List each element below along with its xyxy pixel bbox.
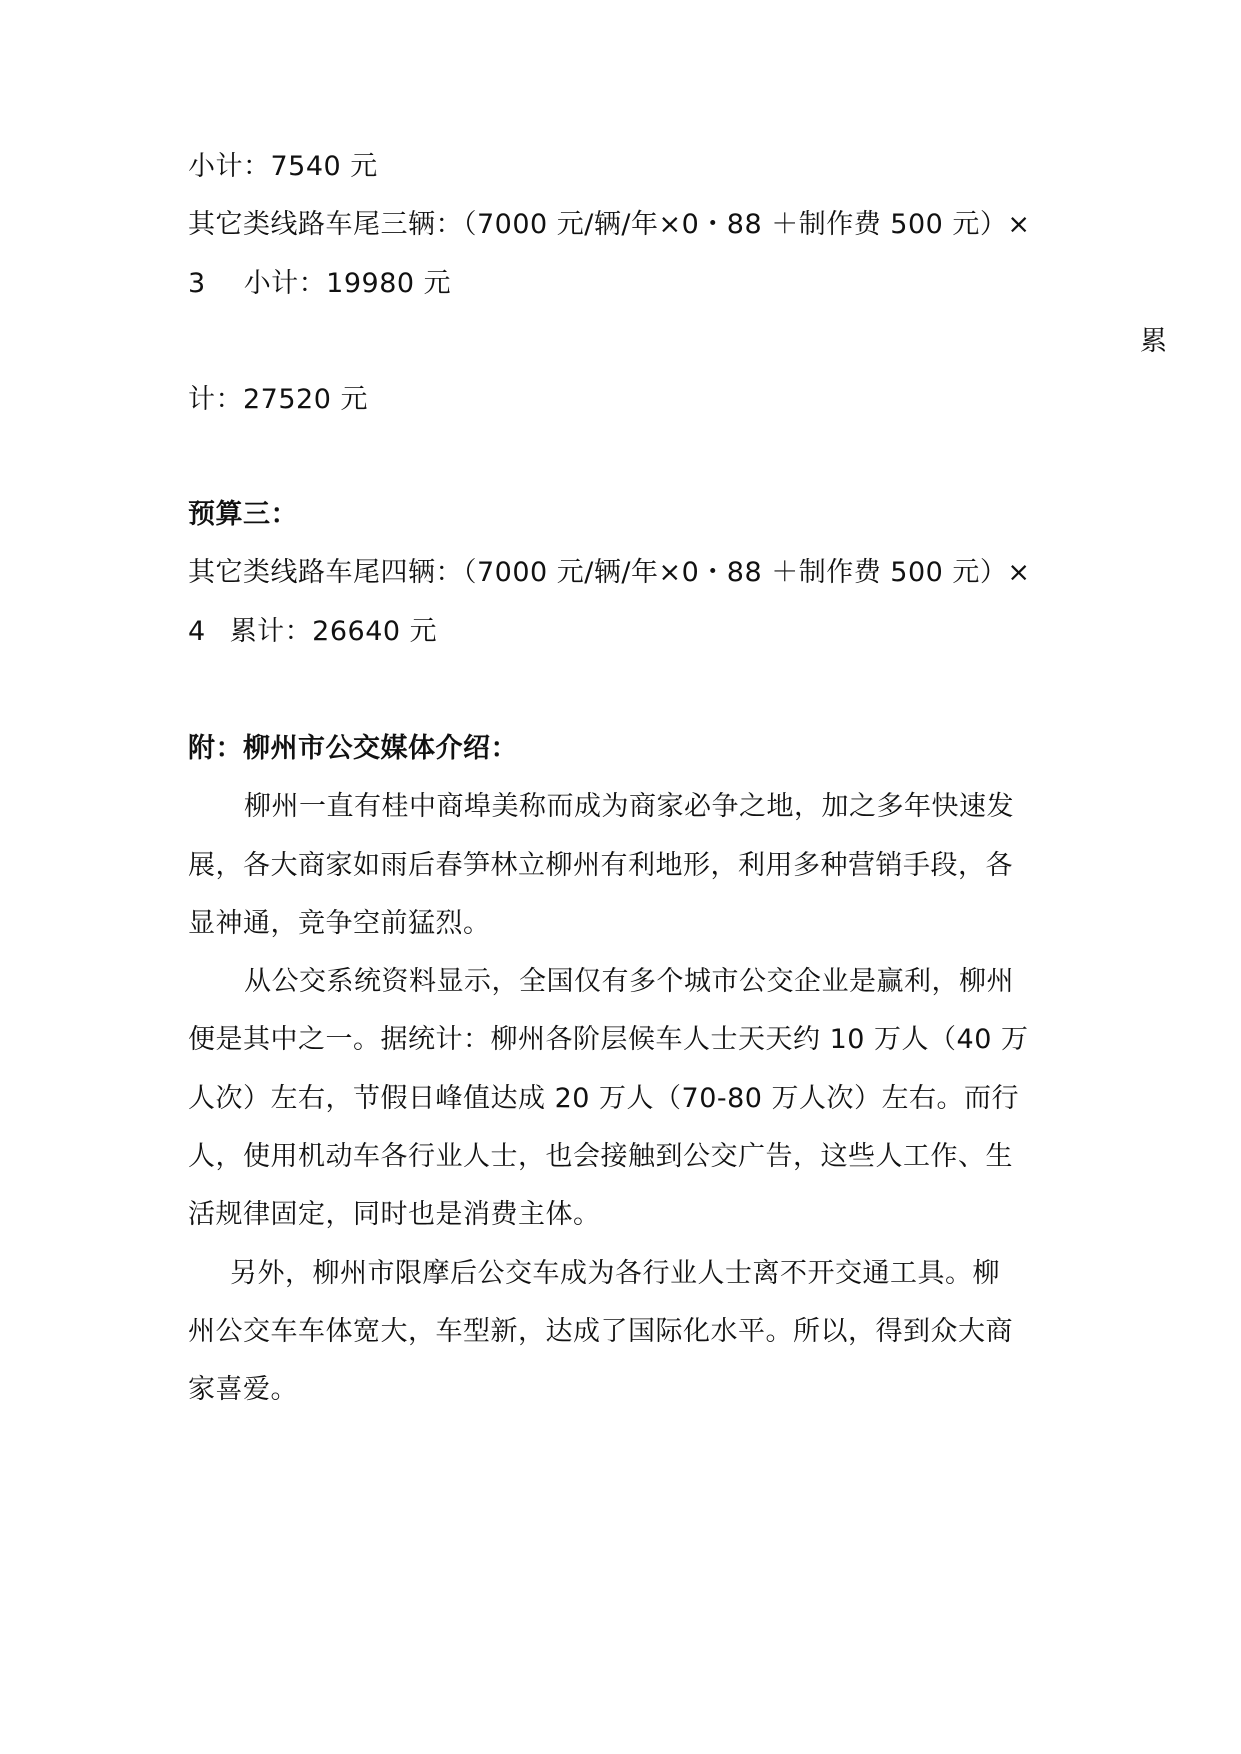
total-line-budget3: 累计：26640 元 (229, 616, 438, 647)
appendix-heading: 附：柳州市公交媒体介绍： (188, 733, 518, 764)
paragraph-2-line-3: 人次）左右，节假日峰值达成 20 万人（70-80 万人次）左右。而行 (188, 1083, 1020, 1114)
other-lines-four: 其它类线路车尾四辆：（7000 元/辆/年×0・88 ＋制作费 500 元）× (188, 557, 1031, 588)
paragraph-3-line-3: 家喜爱。 (188, 1374, 298, 1405)
paragraph-1-line-2: 展，各大商家如雨后春笋林立柳州有利地形，利用多种营销手段，各 (188, 850, 1013, 881)
paragraph-1-line-1: 柳州一直有桂中商埠美称而成为商家必争之地，加之多年快速发 (244, 791, 1014, 822)
paragraph-3-line-1: 另外，柳州市限摩后公交车成为各行业人士离不开交通工具。柳 (230, 1258, 1000, 1289)
multiplier-four: 4 (188, 616, 206, 647)
multiplier-subtotal-line (188, 266, 451, 302)
budget3-heading: 预算三： (188, 499, 298, 530)
subtotal-line-2: 小计：19980 元 (243, 268, 452, 299)
multiplier-total-line (188, 614, 437, 650)
multiplier-three: 3 (188, 268, 206, 299)
total-line-budget2: 计：27520 元 (188, 384, 368, 415)
subtotal-line-1: 小计：7540 元 (188, 151, 378, 182)
paragraph-2-line-4: 人，使用机动车各行业人士，也会接触到公交广告，这些人工作、生 (188, 1141, 1013, 1172)
total-char-wrapped: 累 (1140, 326, 1167, 357)
paragraph-2-line-5: 活规律固定，同时也是消费主体。 (188, 1199, 601, 1230)
paragraph-2-line-2: 便是其中之一。据统计：柳州各阶层候车人士天天约 10 万人（40 万 (188, 1024, 1029, 1055)
paragraph-1-line-3: 显神通，竞争空前猛烈。 (188, 908, 491, 939)
paragraph-3-line-2: 州公交车车体宽大，车型新，达成了国际化水平。所以，得到众大商 (188, 1316, 1013, 1347)
paragraph-2-line-1: 从公交系统资料显示，全国仅有多个城市公交企业是赢利，柳州 (244, 966, 1014, 997)
other-lines-three: 其它类线路车尾三辆：（7000 元/辆/年×0・88 ＋制作费 500 元）× (188, 209, 1031, 240)
